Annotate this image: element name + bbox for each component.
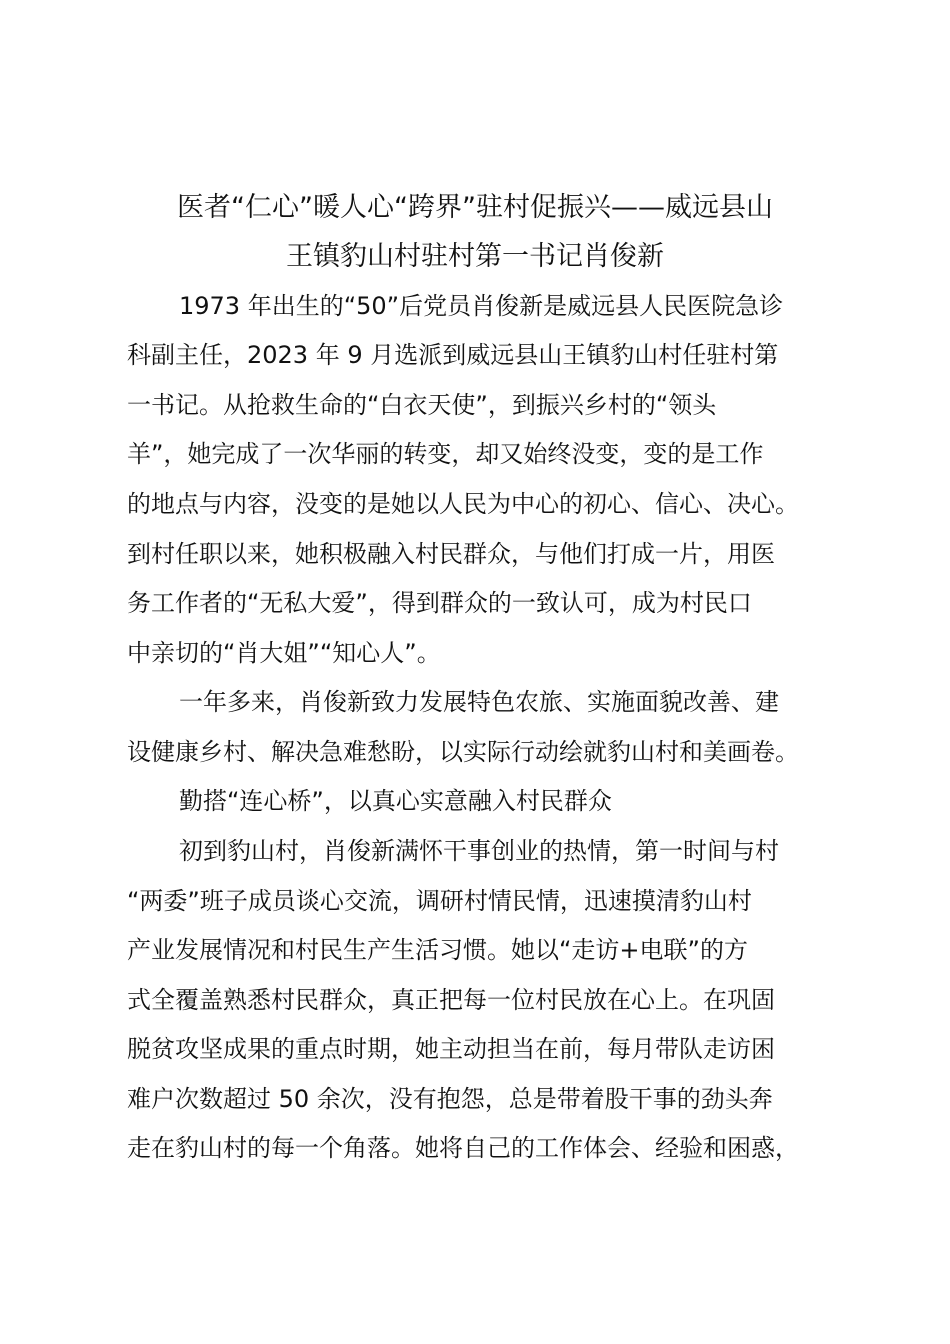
document-title-line-1: 医者“仁心”暖人心“跨界”驻村促振兴——威远县山 xyxy=(177,192,773,223)
paragraph-1-line-6: 到村任职以来，她积极融入村民群众，与他们打成一片，用医 xyxy=(127,540,775,568)
paragraph-1-line-8: 中亲切的“肖大姐”“知心人”。 xyxy=(127,639,441,667)
paragraph-1-line-3: 一书记。从抢救生命的“白衣天使”，到振兴乡村的“领头 xyxy=(127,391,717,419)
paragraph-1-line-5: 的地点与内容，没变的是她以人民为中心的初心、信心、决心。 xyxy=(127,490,799,518)
paragraph-1-line-2: 科副主任，2023 年 9 月选派到威远县山王镇豹山村任驻村第 xyxy=(127,341,779,369)
paragraph-1-line-7: 务工作者的“无私大爱”，得到群众的一致认可，成为村民口 xyxy=(127,589,752,617)
paragraph-2-line-2: 设健康乡村、解决急难愁盼，以实际行动绘就豹山村和美画卷。 xyxy=(127,738,799,766)
document-title-line-2: 王镇豹山村驻村第一书记肖俊新 xyxy=(286,241,664,272)
paragraph-3-line-3: 产业发展情况和村民生产生活习惯。她以“走访+电联”的方 xyxy=(127,936,748,964)
paragraph-3-line-1: 初到豹山村，肖俊新满怀干事创业的热情，第一时间与村 xyxy=(179,837,779,865)
paragraph-2-line-1: 一年多来，肖俊新致力发展特色农旅、实施面貌改善、建 xyxy=(179,688,779,716)
paragraph-3-line-2: “两委”班子成员谈心交流，调研村情民情，迅速摸清豹山村 xyxy=(127,887,752,915)
paragraph-3-line-4: 式全覆盖熟悉村民群众，真正把每一位村民放在心上。在巩固 xyxy=(127,986,775,1014)
paragraph-3-line-7: 走在豹山村的每一个角落。她将自己的工作体会、经验和困惑， xyxy=(127,1134,799,1162)
paragraph-1-line-1: 1973 年出生的“50”后党员肖俊新是威远县人民医院急诊 xyxy=(179,292,784,320)
paragraph-1-line-4: 羊”，她完成了一次华丽的转变，却又始终没变，变的是工作 xyxy=(127,440,764,468)
paragraph-3-line-5: 脱贫攻坚成果的重点时期，她主动担当在前，每月带队走访困 xyxy=(127,1035,775,1063)
paragraph-3-line-6: 难户次数超过 50 余次，没有抱怨，总是带着股干事的劲头奔 xyxy=(127,1085,773,1113)
section-heading: 勤搭“连心桥”，以真心实意融入村民群众 xyxy=(179,787,612,815)
